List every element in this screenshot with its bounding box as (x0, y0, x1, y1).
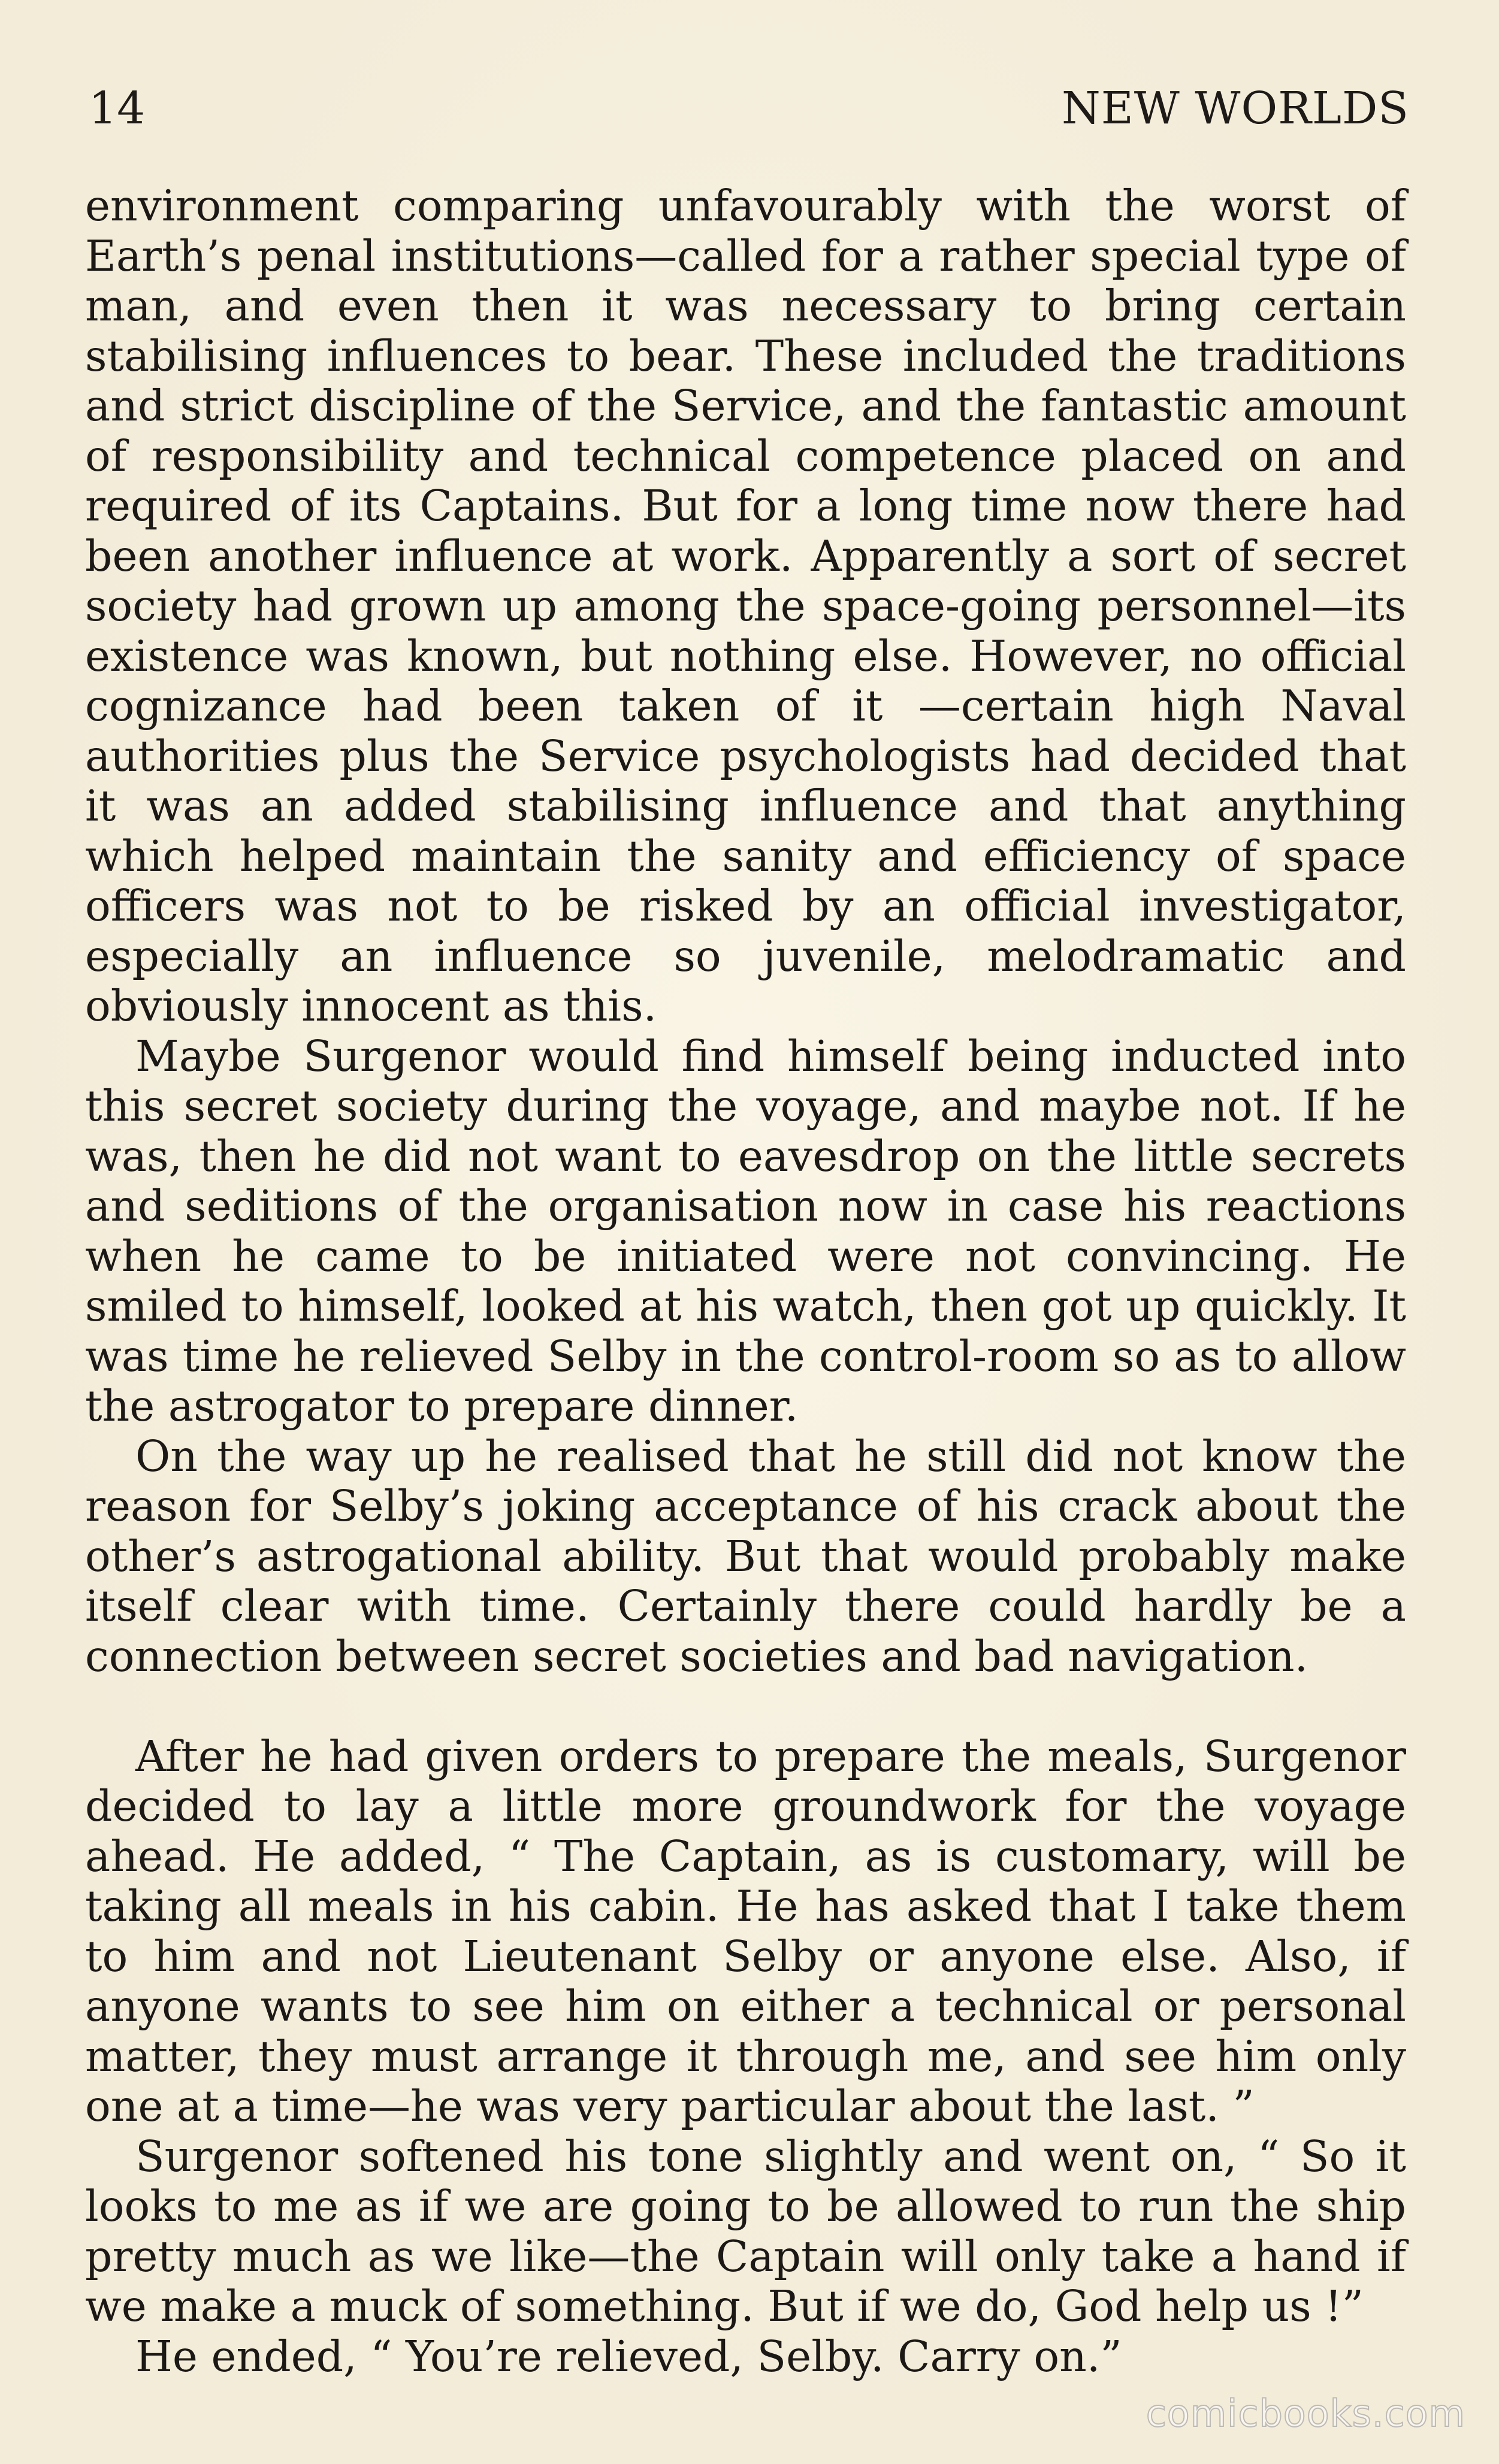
body-text (85, 181, 1406, 2381)
watermark: comicbooks.com (1146, 2392, 1465, 2435)
paragraph: Surgenor softened his tone slightly and went on, “ So it looks to me as if we are going to be allowed to run the ship pretty much as we like—the Captain will only take a hand if we make a muck of something. But if we do, God help us !” (85, 2131, 1406, 2331)
running-head: NEW WORLDS (1062, 83, 1409, 134)
paragraph: Maybe Surgenor would find himself being inducted into this secret society during the voyage, and maybe not. If he was, then he did not want to eavesdrop on the little secrets and seditions of the organisation now in case his reactions when he came to be initiated were not convincing. He smiled to himself, looked at his watch, then got up quickly. It was time he relieved Selby in the control-room so as to allow the astrogator to prepare dinner. (85, 1031, 1406, 1431)
page-number: 14 (89, 83, 146, 134)
section-break (85, 1681, 1406, 1732)
paragraph: He ended, “ You’re relieved, Selby. Carry on.” (135, 2331, 1122, 2381)
paragraph: After he had given orders to prepare the meals, Surgenor decided to lay a little more groundwork for the voyage ahead. He added, “ The Captain, as is customary, will be taking all meals in his cabin. He has asked that I take them to him and not Lieutenant Selby or anyone else. Also, if anyone wants to see him on either a technical or personal matter, they must arrange it through me, and see him only one at a time—he was very particular about the last. ” (85, 1731, 1406, 2131)
page-header (89, 83, 1409, 143)
paragraph: environment comparing unfavourably with the worst of Earth’s penal institutions—called for a rather special type of man, and even then it was necessary to bring certain stabilising influences to bear. These included the traditions and strict discipline of the Service, and the fantastic amount of responsibility and technical competence placed on and required of its Captains. But for a long time now there had been another influence at work. Apparently a sort of secret society had grown up among the space-going personnel—its existence was known, but nothing else. However, no official cognizance had been taken of it —certain high Naval authorities plus the Service psychologists had decided that it was an added stabilising influence and that anything which helped maintain the sanity and efficiency of space officers was not to be risked by an official investigator, especially an influence so juvenile, melodramatic and obviously innocent as this. (85, 181, 1406, 1031)
paragraph: On the way up he realised that he still did not know the reason for Selby’s joking acceptance of his crack about the other’s astrogational ability. But that would probably make itself clear with time. Certainly there could hardly be a connection between secret societies and bad navigation. (85, 1431, 1406, 1681)
